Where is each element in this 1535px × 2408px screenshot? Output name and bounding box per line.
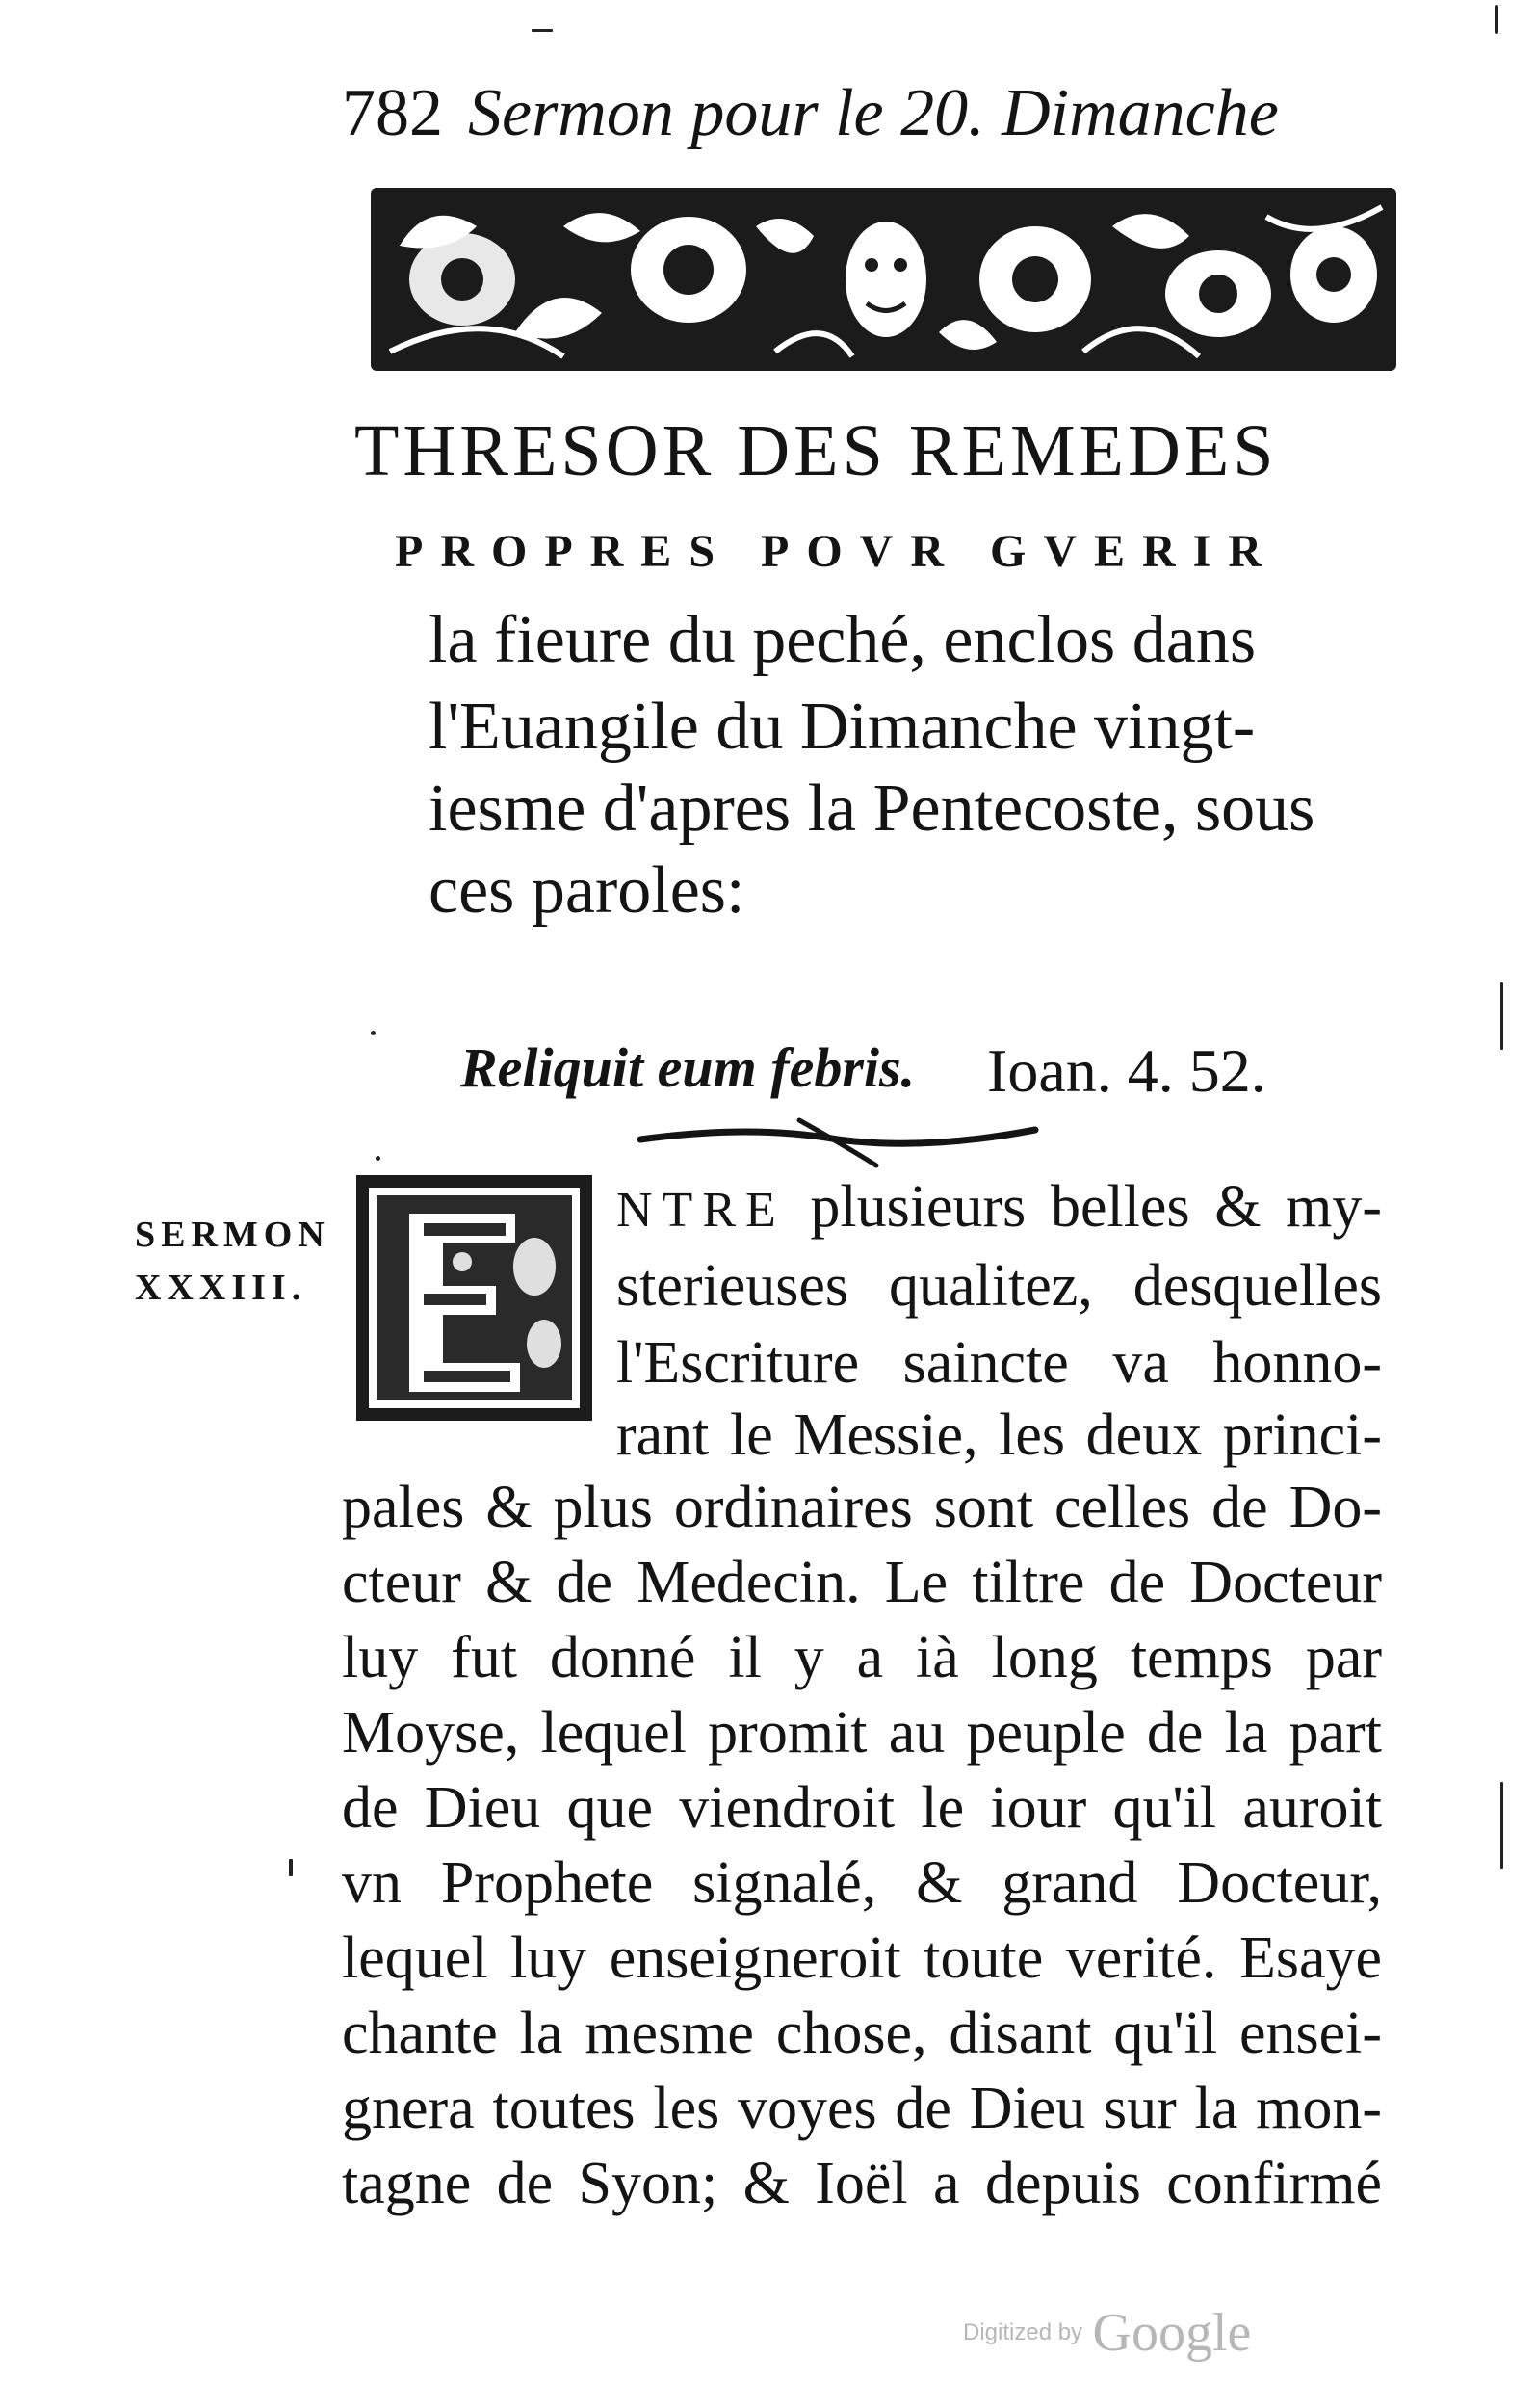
running-header — [342, 75, 1314, 162]
scan-mark — [532, 29, 553, 32]
body-line: Moyse, lequel promit au peuple de la part — [342, 1700, 1382, 1766]
verse-text: Reliquit eum febris. — [460, 1036, 916, 1099]
body-first-line-rest: plusieurs belles & my- — [785, 1174, 1382, 1240]
body-line: gnera toutes les voyes de Dieu sur la mon- — [342, 2076, 1382, 2141]
body-line: pales & plus ordinaires sont celles de Do- — [342, 1475, 1382, 1540]
sermon-title: THRESOR DES REMEDES — [354, 410, 1278, 491]
body-line — [616, 1173, 1382, 1242]
body-line: tagne de Syon; & Ioël a depuis confirmé — [342, 2151, 1382, 2216]
heading-line: la fieure du peché, enclos dans — [429, 603, 1257, 677]
body-line: l'Escriture saincte va honno- — [616, 1330, 1382, 1396]
body-line: rant le Messie, les deux princi- — [616, 1402, 1382, 1468]
scan-mark — [371, 1031, 376, 1035]
body-line: lequel luy enseigneroit toute verité. Esaye — [342, 1925, 1382, 1991]
verse-reference: Ioan. 4. 52. — [987, 1036, 1266, 1105]
heading-line: l'Euangile du Dimanche vingt- — [429, 690, 1256, 764]
scan-mark — [1495, 5, 1498, 34]
google-logo: Google — [1092, 2303, 1252, 2363]
body-line: sterieuses qualitez, desquelles — [616, 1253, 1382, 1319]
scan-mark — [1500, 982, 1503, 1050]
sermon-number-label: SERMON — [135, 1215, 330, 1255]
digitized-watermark — [963, 2302, 1251, 2364]
page-number: 782 — [342, 76, 443, 150]
watermark-prefix: Digitized by — [963, 2319, 1083, 2345]
heading-line: iesme d'apres la Pentecoste, sous — [429, 772, 1315, 846]
body-line: luy fut donné il y a ià long temps par — [342, 1625, 1382, 1690]
scan-mark — [1500, 1782, 1503, 1869]
sermon-number-roman: XXXIII. — [135, 1268, 307, 1308]
body-line: vn Prophete signalé, & grand Docteur, — [342, 1850, 1382, 1916]
running-title: Sermon pour le 20. Dimanche — [468, 76, 1279, 150]
swash-rule — [636, 1112, 1040, 1170]
sermon-subtitle: PROPRES POVR GVERIR — [395, 526, 1280, 577]
scan-mark — [289, 1859, 293, 1876]
ornamental-headpiece — [371, 188, 1396, 371]
heading-line: ces paroles: — [429, 853, 745, 928]
body-first-word-caps: NTRE — [616, 1183, 786, 1238]
body-line: de Dieu que viendroit le iour qu'il auroit — [342, 1775, 1382, 1841]
scan-mark — [376, 1156, 380, 1161]
body-line: cteur & de Medecin. Le tiltre de Docteur — [342, 1550, 1382, 1615]
body-line: chante la mesme chose, disant qu'il ensei- — [342, 2001, 1382, 2066]
decorated-initial-e — [351, 1170, 597, 1426]
